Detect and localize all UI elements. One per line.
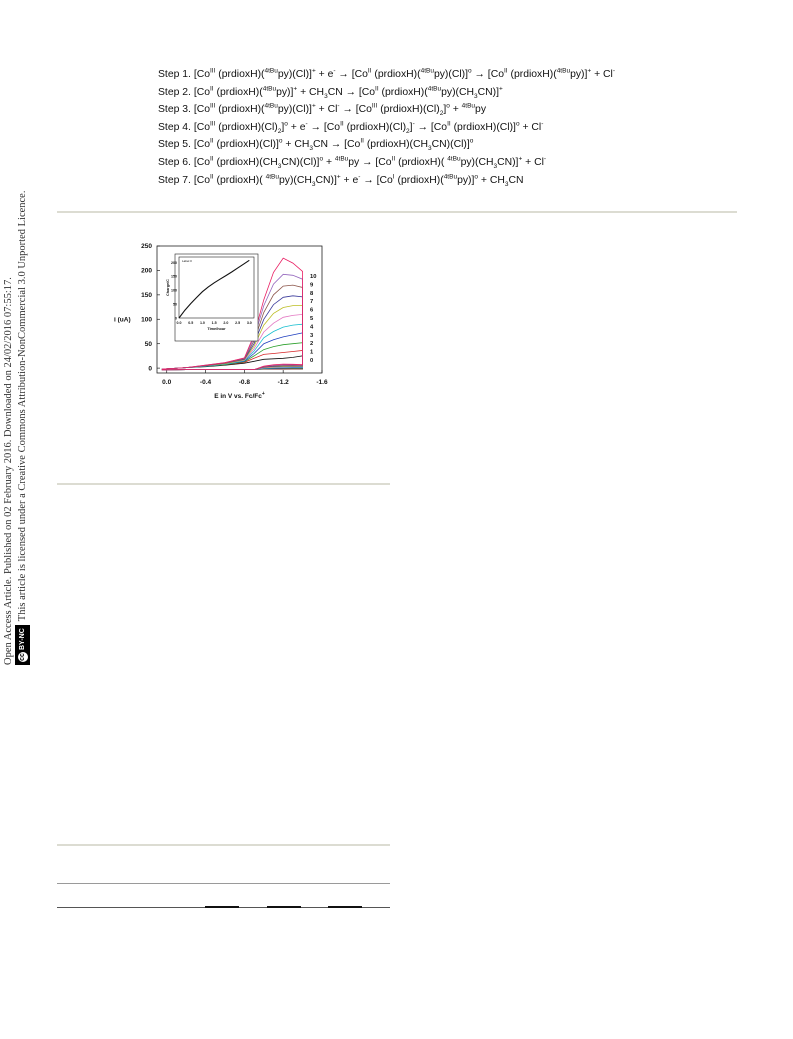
x-tick-label: -0.4 [199,379,212,386]
step-equation: [$Co^{III}$ (prdioxH)($^{4tBu}$py)(Cl)]+ + $e^- \to [Co^{II}$ (prdioxH)($^{4tBu}$py)(Cl)]$^o$ → [$Co^{II}$ (prdioxH)($^{4tBu}$py)]+ + Cl- [193,67,616,80]
inset-x-label: Time/hour [207,327,226,331]
series-label: 9 [310,282,314,289]
x-tick-label: -0.8 [238,379,250,386]
inset-x-tick-label: 2.0 [223,321,229,325]
x-tick-label: 0.0 [162,379,172,386]
step-equation: [$Co^{III}$ (prdioxH)($^{4tBu}$py)(Cl)]+ + $Cl^- \to [Co^{III}$ $(prdioxH)(Cl)_2]^o + ^{4tBu}py$ [193,102,487,118]
step-label: Step 6. [158,156,194,168]
side-note-line2 [15,125,30,665]
reaction-step-4 [158,119,718,137]
inset-y-tick-label: 200 [171,260,177,265]
y-tick-label: 50 [144,340,152,348]
series-label: 7 [310,299,314,306]
inset-x-tick-label: 1.5 [211,321,217,325]
y-tick-label: 100 [141,316,152,324]
step-equation: [$Co^{II}$ $(prdioxH)(CH_3CN)(Cl)]^o + ^{4tBu}py \to [Co^{II}$ (prdioxH)( $^{4tBu}py)(CH_3CN)]^+ + Cl^-$ [193,155,547,171]
reaction-step-5 [158,136,718,154]
series-label: 4 [310,324,314,331]
inset-y-tick-label: 150 [171,274,177,279]
table-mark-1 [205,906,239,908]
series-label: 1 [310,349,314,356]
table-mark-2 [267,906,301,908]
step-label: Step 5. [158,139,194,151]
step-label: Step 1. [158,69,194,80]
y-tick-label: 0 [148,365,152,373]
license-link[interactable]: This article is licensed under a Creative Commons Attribution-NonCommercial 3.0 Unported Licence. [16,190,28,622]
step-equation: [$Co^{II}$ (prdioxH)( $^{4tBu}py)(CH_3CN)]^+ + e^- \to [Co^I$ (prdioxH)($^{4tBu}$py)]$^o$ + $CH_3CN$ [193,173,524,188]
table-mark-3 [328,906,362,908]
reaction-step-2 [158,84,718,102]
figure-divider [57,483,390,485]
inset-y-label: Charge/C [166,279,170,296]
inset-x-tick-label: 0.5 [188,321,194,325]
series-label: 0 [310,358,314,364]
x-tick-label: -1.2 [277,379,289,386]
side-note [2,125,42,665]
step-label: Step 4. [158,121,194,133]
inset-legend: Label 0 [182,259,192,263]
inset-x-tick-label: 0.0 [176,321,182,325]
side-note-line1: Open Access Article. Published on 02 February 2016. Downloaded on 24/02/2016 07:55:17. [3,277,14,665]
x-tick-label: -1.6 [316,379,328,386]
series-label: 10 [310,274,317,280]
inset-x-tick-label: 3.0 [246,321,252,325]
reaction-step-3 [158,101,718,119]
y-tick-label: 250 [141,243,152,251]
series-label: 5 [310,316,314,322]
x-axis-label: E in V vs. Fc/Fc+ [214,391,265,400]
series-label: 8 [310,290,314,297]
step-equation: [$Co^{II}$ (prdioxH)($^{4tBu}$py)]+ + $CH_3CN \to [Co^{II}$ $(prdioxH)(^{4tBu}py)(CH_3CN)]^+$ [193,85,503,100]
series-label: 3 [310,332,314,339]
table-header-rule [57,883,390,884]
step-label: Step 3. [158,104,194,116]
reaction-step-6 [158,154,718,172]
inset-y-tick-label: 0 [175,316,177,321]
series-label: 2 [310,341,314,348]
cv-chart [112,240,352,425]
reaction-step-1 [158,66,718,84]
reaction-step-7 [158,172,718,190]
step-equation: [$Co^{III}$ $(prdioxH)(Cl)_2]^o + e^- \to [Co^{II}$ $(prdioxH)(Cl)_2]^- \to [Co^{II}$ (prdioxH)(Cl)]$^o$ + Cl- [193,120,544,135]
step-equation: [$Co^{II}$ (prdioxH)(Cl)]$^o$ + $CH_3CN \to [Co^{II}$ $(prdioxH)(CH_3CN)(Cl)]^o$ [193,137,474,153]
inset-x-tick-label: 2.5 [235,321,241,325]
step-label: Step 2. [158,86,194,98]
y-tick-label: 200 [141,267,152,275]
reaction-steps [158,66,718,189]
inset-x-tick-label: 1.0 [199,321,205,325]
cc-license-badge[interactable] [15,625,30,665]
y-tick-label: 150 [141,292,152,300]
inset-y-tick-label: 100 [171,288,177,293]
inset-y-tick-label: 50 [173,302,177,307]
section-divider [57,211,737,213]
step-label: Step 7. [158,174,194,186]
series-label: 6 [310,307,314,314]
table-top-rule [57,844,390,846]
badge-text: BY-NC [19,628,26,650]
y-axis-label: i (uA) [114,316,131,324]
cc-icon: cc [19,653,26,661]
